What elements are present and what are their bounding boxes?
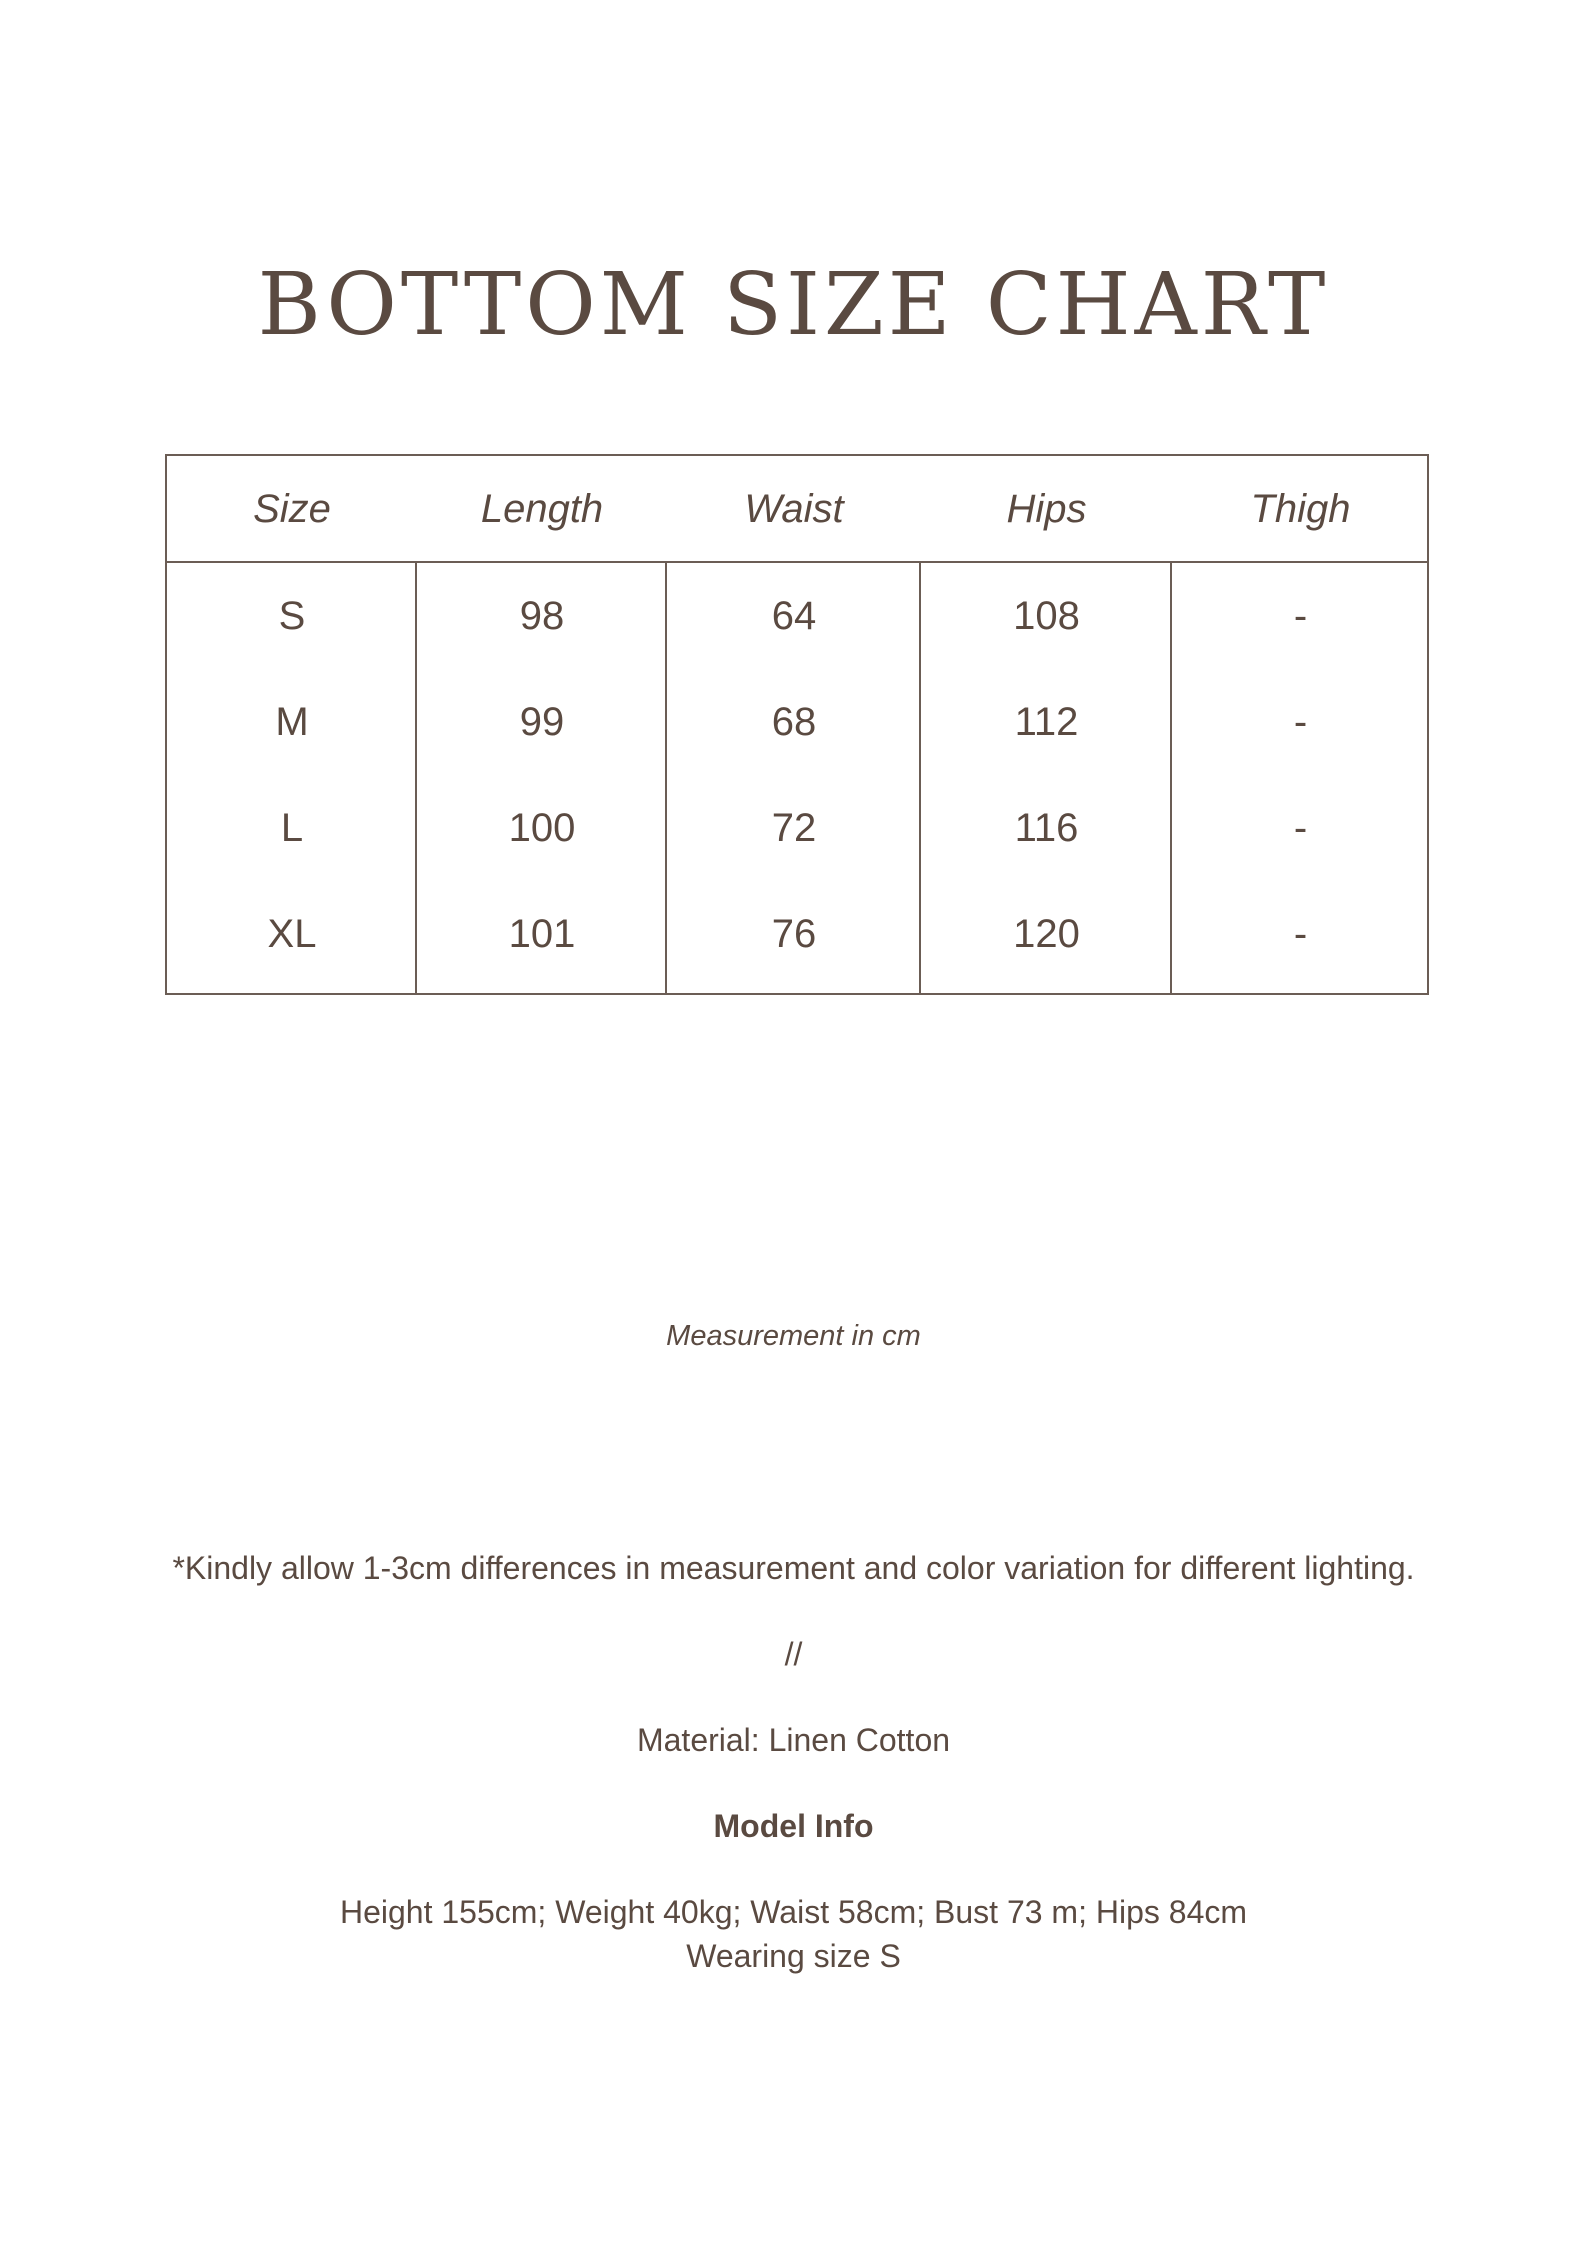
table-cell: 100 [508,806,576,850]
header-thigh: Thigh [1250,487,1351,531]
table-cell: 101 [508,912,576,956]
model-stats-text: Height 155cm; Weight 40kg; Waist 58cm; Bust 73 m; Hips 84cm [339,1894,1248,1930]
size-chart-table [165,454,1429,995]
header-hips: Hips [1006,487,1087,531]
separator-text: // [784,1636,803,1672]
table-cell: - [1293,806,1308,850]
header-size: Size [253,487,331,531]
table-cell: 108 [1013,594,1080,638]
header-waist: Waist [744,487,844,531]
wearing-size-text: Wearing size S [686,1938,901,1974]
table-cell: 112 [1014,700,1079,744]
table-cell: 64 [771,594,817,638]
table-cell: - [1293,594,1308,638]
table-cell: L [280,806,304,850]
table-cell: 116 [1014,806,1079,850]
table-cell: 99 [519,700,565,744]
header-length: Length [480,487,604,531]
table-cell: 98 [519,594,565,638]
page-title: BOTTOM SIZE CHART [257,255,1330,355]
material-text: Material: Linen Cotton [636,1722,951,1758]
model-info-heading: Model Info [713,1808,874,1844]
table-cell: 72 [771,806,817,850]
table-cell: S [278,594,306,638]
table-cell: XL [267,912,317,956]
table-cell: 76 [771,912,817,956]
table-cell: M [275,700,309,744]
table-cell: 68 [771,700,817,744]
measurement-note: Measurement in cm [666,1320,921,1352]
table-cell: 120 [1013,912,1080,956]
table-cell: - [1293,912,1308,956]
table-header-row [167,456,1427,563]
disclaimer-text: *Kindly allow 1-3cm differences in measurement and color variation for different lighting. [172,1550,1415,1586]
table-cell: - [1293,700,1308,744]
